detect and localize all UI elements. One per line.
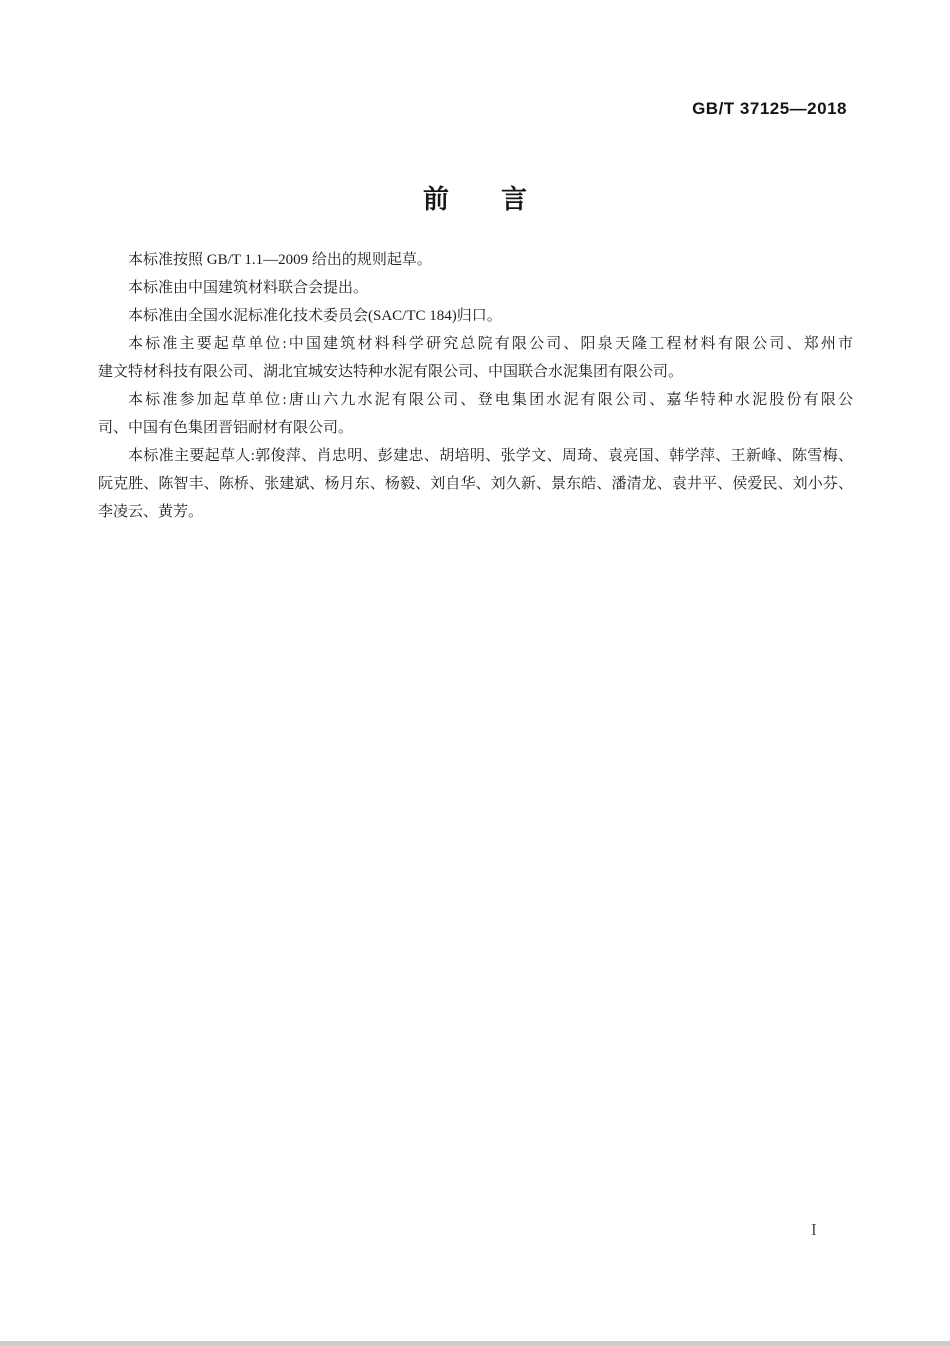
paragraph-main-drafting-organizations: [98, 330, 853, 386]
foreword-body: [98, 246, 853, 526]
text-line: 本标准按照 GB/T 1.1—2009 给出的规则起草。: [128, 252, 432, 268]
text-line: 本标准由全国水泥标准化技术委员会(SAC/TC 184)归口。: [128, 308, 502, 324]
text-line: 本标准主要起草单位:中国建筑材料科学研究总院有限公司、阳泉天隆工程材料有限公司、郑州市: [128, 336, 853, 352]
text-line: 本标准由中国建筑材料联合会提出。: [128, 280, 369, 296]
scan-edge-artifact: [0, 1341, 950, 1345]
text-line: 李凌云、黄芳。: [98, 504, 204, 520]
paragraph-centralized-by: [98, 302, 853, 330]
text-line: 本标准参加起草单位:唐山六九水泥有限公司、登电集团水泥有限公司、嘉华特种水泥股份有限公: [128, 392, 853, 408]
paragraph-participating-organizations: [98, 386, 853, 442]
text-line: 本标准主要起草人:郭俊萍、肖忠明、彭建忠、胡培明、张学文、周琦、袁亮国、韩学萍、王新峰、陈雪梅、: [128, 448, 853, 464]
paragraph-main-drafters: [98, 442, 853, 526]
standard-number-header: GB/T 37125—2018: [692, 99, 847, 118]
foreword-title: 前 言: [422, 184, 527, 214]
text-line: 阮克胜、陈智丰、陈桥、张建斌、杨月东、杨毅、刘自华、刘久新、景东皓、潘清龙、袁井平、侯爱民、刘小芬、: [98, 476, 853, 492]
paragraph-drafting-rules: [98, 246, 853, 274]
text-line: 建文特材科技有限公司、湖北宜城安达特种水泥有限公司、中国联合水泥集团有限公司。: [98, 364, 684, 380]
paragraph-proposed-by: [98, 274, 853, 302]
page-number: I: [811, 1220, 817, 1239]
text-line: 司、中国有色集团晋铝耐材有限公司。: [98, 420, 354, 436]
